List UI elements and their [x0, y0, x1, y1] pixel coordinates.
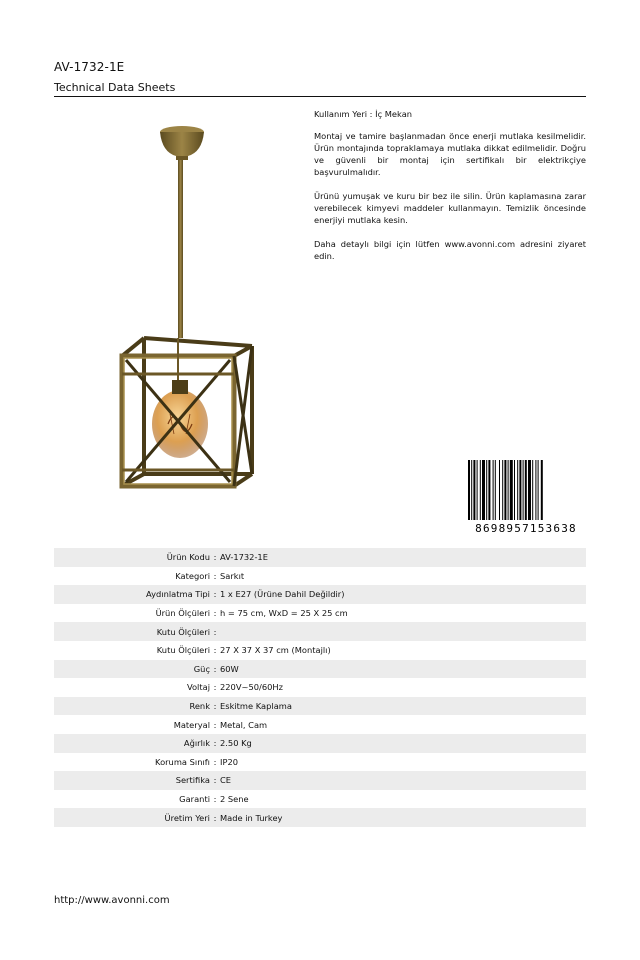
spec-row-protection-class: [54, 753, 586, 772]
spec-table: [54, 548, 586, 827]
spec-row-product-dimensions: [54, 604, 586, 623]
spec-value: 220V~50/60Hz: [220, 682, 283, 693]
spec-value: 1 x E27 (Ürüne Dahil Değildir): [220, 589, 345, 600]
spec-value: Metal, Cam: [220, 719, 268, 730]
spec-value: Sarkıt: [220, 570, 245, 581]
spec-value: Made in Turkey: [220, 812, 283, 823]
usage-paragraph-cleaning: Ürünü yumuşak ve kuru bir bez ile silin. Ürün kaplamasına zarar verebilecek kimyevi maddeler kullanmayın. Temizlik öncesinde enerjiyi mutlaka kesin.: [314, 191, 586, 225]
spec-separator: :: [213, 589, 217, 600]
barcode-bar: [482, 460, 485, 520]
footer-url[interactable]: http://www.avonni.com: [54, 895, 170, 906]
usage-location: Kullanım Yeri : İç Mekan: [314, 109, 413, 119]
barcode-bar: [508, 460, 509, 520]
spec-separator: :: [213, 570, 217, 581]
spec-label: Üretim Yeri: [164, 812, 210, 823]
spec-row-voltage: [54, 678, 586, 697]
spec-separator: :: [213, 682, 217, 693]
barcode-bar: [541, 460, 543, 520]
barcode-bar: [477, 460, 478, 520]
spec-row-material: [54, 715, 586, 734]
spec-value: 2.50 Kg: [220, 738, 252, 749]
spec-label: Kategori: [175, 570, 210, 581]
spec-label: Sertifika: [175, 775, 210, 786]
pendant-lamp-image: [104, 124, 260, 494]
spec-row-lighting-type: [54, 585, 586, 604]
barcode-bar: [499, 460, 500, 520]
usage-paragraph-website: Daha detaylı bilgi için lütfen www.avonni.com adresini ziyaret edin.: [314, 239, 586, 261]
spec-separator: :: [213, 756, 217, 767]
barcode-bar: [525, 460, 527, 520]
spec-label: Ürün Ölçüleri: [155, 608, 210, 619]
barcode-bar: [468, 460, 470, 520]
barcode-bar: [532, 460, 533, 520]
spec-value: 2 Sene: [220, 794, 249, 805]
barcode-bar: [502, 460, 503, 520]
spec-row-box-dimensions: [54, 641, 586, 660]
spec-separator: :: [213, 719, 217, 730]
spec-separator: :: [213, 775, 217, 786]
barcode-bar: [504, 460, 506, 520]
spec-value: Eskitme Kaplama: [220, 701, 292, 712]
barcode-bar: [523, 460, 524, 520]
barcode-bar: [471, 460, 472, 520]
spec-label: Ağırlık: [183, 738, 210, 749]
barcode-bar: [514, 460, 515, 520]
spec-label: Kutu Ölçüleri: [156, 645, 210, 656]
spec-value: 27 X 37 X 37 cm (Montajlı): [220, 645, 331, 656]
spec-separator: :: [213, 552, 217, 563]
barcode-bar: [480, 460, 481, 520]
spec-label: Güç: [193, 663, 210, 674]
usage-paragraph-safety: Montaj ve tamire başlanmadan önce enerji mutlaka kesilmelidir. Ürün montajında topraklamaya mutlaka dikkat edilmelidir. Doğru ve güvenli bir montaj için sertifikalı bir elektrikçiye başvurulmalıdır.: [314, 131, 586, 177]
spec-row-box-dimensions-empty: [54, 622, 586, 641]
spec-label: Aydınlatma Tipi: [146, 589, 210, 600]
spec-row-origin: [54, 808, 586, 827]
barcode-bar: [517, 460, 518, 520]
spec-value: CE: [220, 775, 232, 786]
barcode-number: 8698957153638: [475, 522, 577, 534]
spec-label: Renk: [189, 701, 210, 712]
barcode-bar: [486, 460, 487, 520]
usage-info: [314, 108, 586, 274]
spec-separator: :: [213, 608, 217, 619]
spec-value: IP20: [220, 756, 239, 767]
spec-separator: :: [213, 794, 217, 805]
spec-row-product-code: [54, 548, 586, 567]
barcode-bar: [510, 460, 513, 520]
spec-value: 60W: [220, 663, 239, 674]
spec-separator: :: [213, 738, 217, 749]
spec-value: h = 75 cm, WxD = 25 X 25 cm: [220, 608, 348, 619]
spec-separator: :: [213, 701, 217, 712]
spec-row-power: [54, 660, 586, 679]
spec-separator: :: [213, 812, 217, 823]
spec-row-weight: [54, 734, 586, 753]
spec-row-category: [54, 567, 586, 586]
spec-label: Koruma Sınıfı: [155, 756, 210, 767]
barcode-bar: [538, 460, 539, 520]
spec-value: AV-1732-1E: [220, 552, 268, 563]
barcode-bar: [488, 460, 490, 520]
spec-label: Kutu Ölçüleri: [156, 626, 210, 637]
barcode-bar: [528, 460, 531, 520]
spec-separator: :: [213, 626, 217, 637]
barcode: [466, 460, 586, 534]
spec-row-color: [54, 697, 586, 716]
spec-row-certificate: [54, 771, 586, 790]
spec-label: Garanti: [179, 794, 210, 805]
document-title: AV-1732-1E: [54, 60, 125, 74]
spec-row-warranty: [54, 790, 586, 809]
spec-label: Materyal: [173, 719, 210, 730]
barcode-bar: [519, 460, 521, 520]
document-subtitle: Technical Data Sheets: [54, 81, 176, 94]
spec-separator: :: [213, 645, 217, 656]
barcode-bar: [535, 460, 536, 520]
spec-label: Ürün Kodu: [166, 552, 210, 563]
header-divider: [54, 96, 586, 97]
barcode-bar: [495, 460, 496, 520]
spec-separator: :: [213, 663, 217, 674]
barcode-bar: [493, 460, 494, 520]
barcode-bar: [473, 460, 475, 520]
spec-label: Voltaj: [186, 682, 210, 693]
